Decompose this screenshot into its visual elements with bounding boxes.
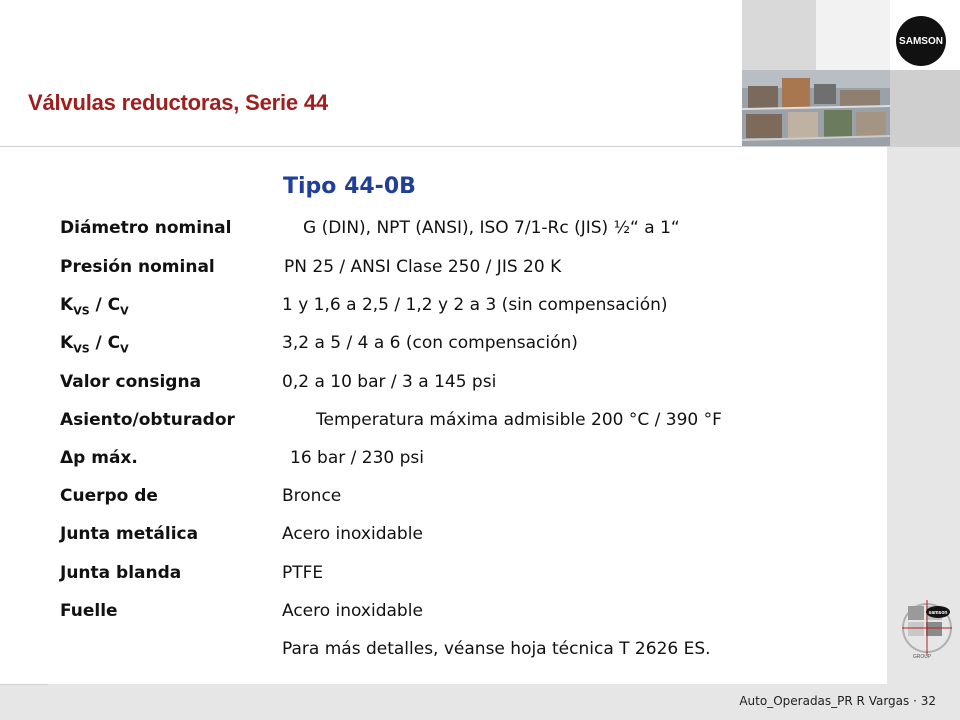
spec-row	[60, 486, 880, 516]
spec-label: Δp máx.	[60, 448, 138, 468]
spec-label: Valor consigna	[60, 372, 202, 392]
spec-value: 3,2 a 5 / 4 a 6 (con compensación)	[282, 333, 578, 353]
product-subtitle: Tipo 44-0B	[283, 174, 416, 199]
header-tile	[890, 70, 960, 146]
spec-label: Junta blanda	[60, 563, 182, 583]
page-title: Válvulas reductoras, Serie 44	[28, 90, 328, 115]
header-tile	[742, 0, 816, 70]
spec-value: Para más detalles, véanse hoja técnica T 2626 ES.	[282, 639, 711, 659]
spec-value: PTFE	[282, 563, 324, 583]
group-logo-brand: samson	[928, 610, 948, 616]
spec-value: 0,2 a 10 bar / 3 a 145 psi	[282, 372, 497, 392]
spec-value: Acero inoxidable	[282, 601, 423, 621]
spec-label: Asiento/obturador	[60, 410, 235, 430]
spec-row	[60, 410, 880, 440]
samson-logo-text: SAMSON	[899, 35, 943, 47]
spec-value: PN 25 / ANSI Clase 250 / JIS 20 K	[284, 257, 562, 277]
spec-row	[60, 295, 880, 325]
footer-text: Auto_Operadas_PR R Vargas · 32	[739, 694, 936, 708]
spec-row	[60, 563, 880, 593]
spec-label: $K_{VS} / C_V$	[60, 333, 129, 356]
spec-value: Temperatura máxima admisible 200 °C / 390 °F	[316, 410, 722, 430]
spec-row	[60, 601, 880, 631]
spec-row	[60, 524, 880, 554]
spec-row	[60, 257, 880, 287]
spec-row	[60, 372, 880, 402]
spec-label: Diámetro nominal	[60, 218, 232, 238]
header-tile	[816, 0, 890, 70]
footer-left-divider	[0, 684, 48, 685]
spec-value: 1 y 1,6 a 2,5 / 1,2 y 2 a 3 (sin compensación)	[282, 295, 668, 315]
samson-logo	[896, 16, 946, 66]
spec-label: Cuerpo de	[60, 486, 158, 506]
spec-row	[60, 448, 880, 478]
samson-group-logo	[898, 594, 956, 664]
spec-value: Acero inoxidable	[282, 524, 423, 544]
spec-value: 16 bar / 230 psi	[290, 448, 424, 468]
spec-row	[60, 333, 880, 363]
header-divider	[0, 146, 960, 147]
aerial-factory-photo	[742, 70, 890, 146]
spec-label: Junta metálica	[60, 524, 199, 544]
spec-row	[60, 218, 880, 248]
spec-label: Presión nominal	[60, 257, 215, 277]
group-logo-caption: GROUP	[912, 654, 932, 660]
spec-value: G (DIN), NPT (ANSI), ISO 7/1-Rc (JIS) ½“ a 1“	[303, 218, 680, 238]
spec-label: $K_{VS} / C_V$	[60, 295, 129, 318]
spec-value: Bronce	[282, 486, 342, 506]
spec-row	[60, 639, 880, 669]
spec-label: Fuelle	[60, 601, 118, 621]
